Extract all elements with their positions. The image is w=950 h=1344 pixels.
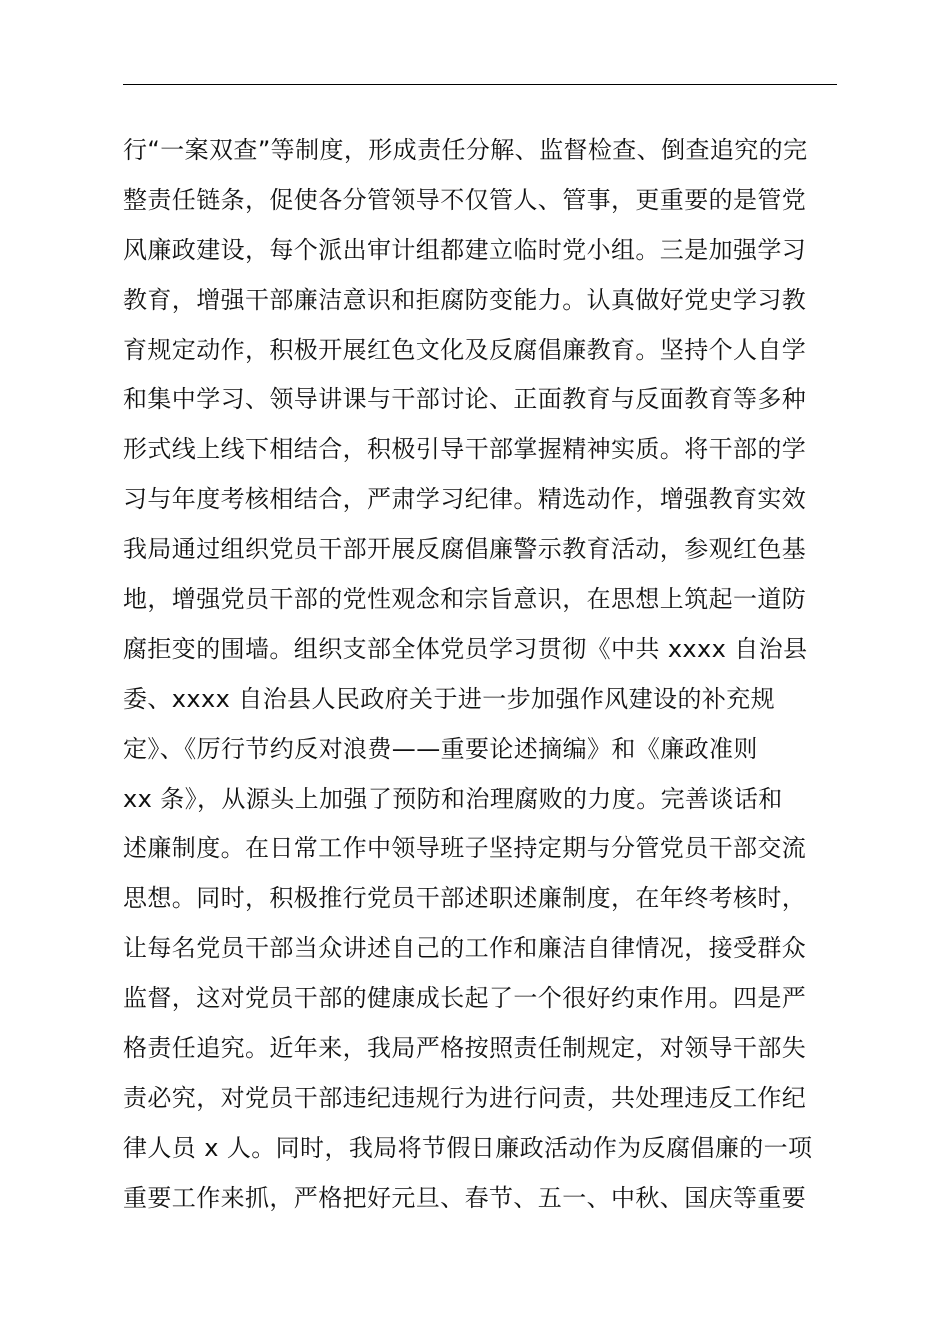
text-line: 教育，增强干部廉洁意识和拒腐防变能力。认真做好党史学习教 xyxy=(123,285,807,314)
text-line: 委、xxxx 自治县人民政府关于进一步加强作风建设的补充规 xyxy=(123,684,776,713)
text-line: 育规定动作，积极开展红色文化及反腐倡廉教育。坚持个人自学 xyxy=(123,335,807,364)
text-line: 整责任链条，促使各分管领导不仅管人、管事，更重要的是管党 xyxy=(123,185,807,214)
text-line: xx 条》，从源头上加强了预防和治理腐败的力度。完善谈话和 xyxy=(123,784,783,813)
text-line: 格责任追究。近年来，我局严格按照责任制规定，对领导干部失 xyxy=(123,1034,807,1063)
text-line: 定》、《厉行节约反对浪费——重要论述摘编》和《廉政准则 xyxy=(123,734,758,763)
text-line: 行“一案双查”等制度，形成责任分解、监督检查、倒查追究的完 xyxy=(123,136,808,164)
text-line: 形式线上线下相结合，积极引导干部掌握精神实质。将干部的学 xyxy=(123,435,807,464)
text-line: 重要工作来抓，严格把好元旦、春节、五一、中秋、国庆等重要 xyxy=(123,1183,807,1212)
text-line: 责必究，对党员干部违纪违规行为进行问责，共处理违反工作纪 xyxy=(123,1083,807,1112)
text-line: 风廉政建设，每个派出审计组都建立临时党小组。三是加强学习 xyxy=(123,235,807,264)
text-line: 和集中学习、领导讲课与干部讨论、正面教育与反面教育等多种 xyxy=(123,385,807,414)
text-line: 律人员 x 人。同时，我局将节假日廉政活动作为反腐倡廉的一项 xyxy=(123,1133,813,1162)
body-paragraph xyxy=(123,126,843,1224)
text-line: 思想。同时，积极推行党员干部述职述廉制度，在年终考核时， xyxy=(123,884,807,913)
text-line: 述廉制度。在日常工作中领导班子坚持定期与分管党员干部交流 xyxy=(123,834,807,863)
text-line: 地，增强党员干部的党性观念和宗旨意识，在思想上筑起一道防 xyxy=(123,585,807,614)
text-line: 腐拒变的围墙。组织支部全体党员学习贯彻《中共 xxxx 自治县 xyxy=(123,634,808,663)
text-line: 让每名党员干部当众讲述自己的工作和廉洁自律情况，接受群众 xyxy=(123,934,807,963)
header-rule xyxy=(123,84,837,85)
text-line: 监督，这对党员干部的健康成长起了一个很好约束作用。四是严 xyxy=(123,984,807,1013)
text-line: 习与年度考核相结合，严肃学习纪律。精选动作，增强教育实效 xyxy=(123,485,807,514)
text-line: 我局通过组织党员干部开展反腐倡廉警示教育活动，参观红色基 xyxy=(123,535,807,564)
